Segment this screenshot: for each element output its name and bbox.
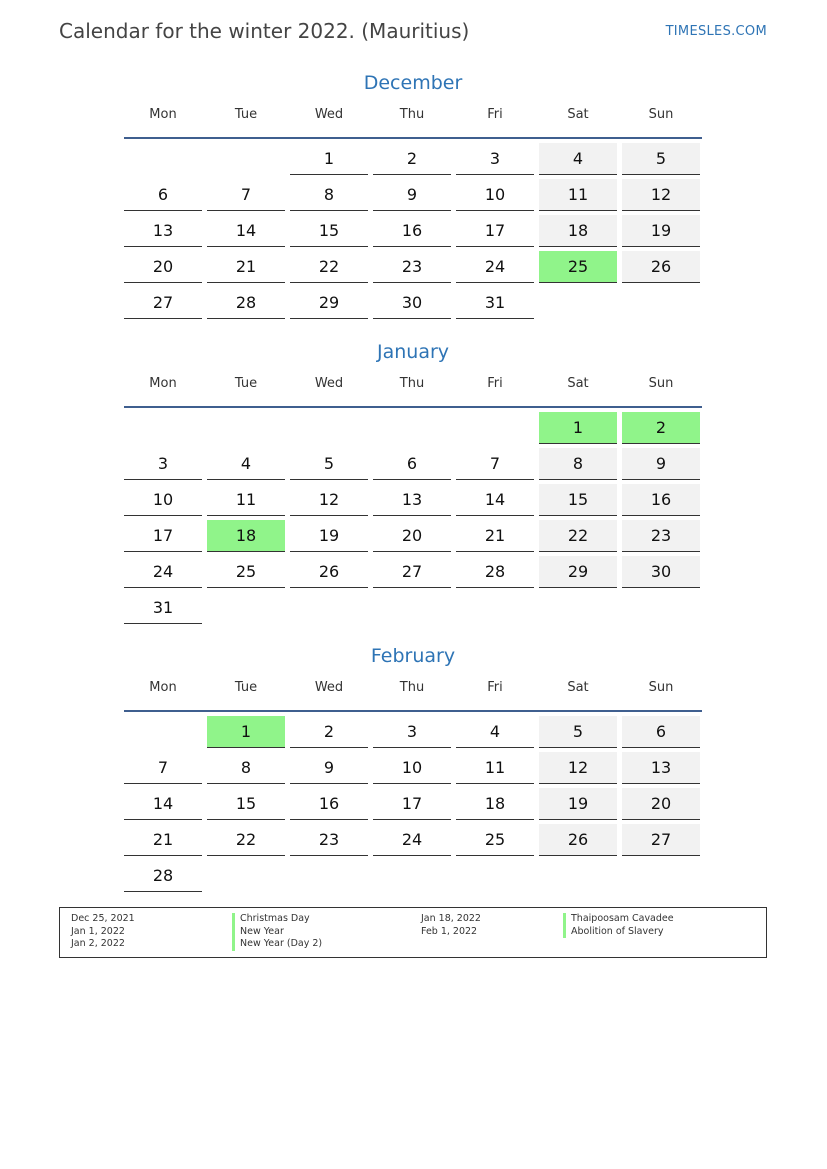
month-december xyxy=(124,69,702,323)
day-cell[interactable]: 21 xyxy=(124,824,202,856)
day-cell[interactable]: 7 xyxy=(207,179,285,211)
day-cell[interactable]: 5 xyxy=(290,448,368,480)
day-cell[interactable]: 10 xyxy=(124,484,202,516)
day-cell[interactable]: 1 xyxy=(290,143,368,175)
day-cell[interactable]: 9 xyxy=(373,179,451,211)
weekday-label: Sat xyxy=(567,107,589,122)
day-cell[interactable]: 9 xyxy=(622,448,700,480)
day-cell[interactable]: 8 xyxy=(290,179,368,211)
holiday-day-cell[interactable]: 18 xyxy=(207,520,285,552)
weekday-label: Fri xyxy=(487,107,503,122)
day-cell[interactable]: 12 xyxy=(539,752,617,784)
day-cell[interactable]: 30 xyxy=(373,287,451,319)
weekday-label: Wed xyxy=(314,680,344,695)
day-cell[interactable]: 22 xyxy=(290,251,368,283)
day-cell[interactable]: 4 xyxy=(539,143,617,175)
day-cell[interactable]: 2 xyxy=(290,716,368,748)
day-cell[interactable]: 13 xyxy=(373,484,451,516)
day-cell[interactable]: 5 xyxy=(539,716,617,748)
day-cell[interactable]: 26 xyxy=(622,251,700,283)
day-cell[interactable]: 25 xyxy=(456,824,534,856)
weekday-label: Wed xyxy=(314,107,344,122)
weekday-label: Sat xyxy=(567,680,589,695)
empty-cell xyxy=(124,716,202,748)
empty-cell xyxy=(124,412,202,444)
day-cell[interactable]: 28 xyxy=(456,556,534,588)
day-cell[interactable]: 18 xyxy=(456,788,534,820)
holiday-legend xyxy=(59,907,767,958)
legend-dates-left xyxy=(71,913,135,951)
day-cell[interactable]: 16 xyxy=(290,788,368,820)
day-cell[interactable]: 27 xyxy=(373,556,451,588)
day-cell[interactable]: 8 xyxy=(539,448,617,480)
day-cell[interactable]: 11 xyxy=(539,179,617,211)
empty-cell xyxy=(124,143,202,175)
empty-cell xyxy=(373,412,451,444)
day-cell[interactable]: 28 xyxy=(207,287,285,319)
day-cell[interactable]: 10 xyxy=(373,752,451,784)
day-cell[interactable]: 24 xyxy=(124,556,202,588)
holiday-day-cell[interactable]: 25 xyxy=(539,251,617,283)
weekday-label: Fri xyxy=(487,376,503,391)
day-cell[interactable]: 6 xyxy=(124,179,202,211)
day-cell[interactable]: 5 xyxy=(622,143,700,175)
weekday-label: Thu xyxy=(399,376,425,391)
day-cell[interactable]: 7 xyxy=(124,752,202,784)
day-cell[interactable]: 10 xyxy=(456,179,534,211)
day-cell[interactable]: 6 xyxy=(373,448,451,480)
legend-date: Dec 25, 2021 xyxy=(71,913,135,924)
holiday-day-cell[interactable]: 2 xyxy=(622,412,700,444)
day-cell[interactable]: 16 xyxy=(622,484,700,516)
day-grid xyxy=(124,139,702,323)
month-january xyxy=(124,338,702,628)
day-cell[interactable]: 11 xyxy=(207,484,285,516)
weekday-label: Tue xyxy=(234,107,258,122)
month-february xyxy=(124,642,702,896)
day-cell[interactable]: 28 xyxy=(124,860,202,892)
day-cell[interactable]: 20 xyxy=(373,520,451,552)
day-cell[interactable]: 21 xyxy=(456,520,534,552)
weekday-header xyxy=(124,670,702,712)
legend-date: Jan 1, 2022 xyxy=(71,925,125,937)
weekday-header xyxy=(124,97,702,139)
day-cell[interactable]: 27 xyxy=(622,824,700,856)
day-cell[interactable]: 25 xyxy=(207,556,285,588)
holiday-day-cell[interactable]: 1 xyxy=(539,412,617,444)
day-cell[interactable]: 3 xyxy=(373,716,451,748)
legend-date: Feb 1, 2022 xyxy=(421,925,478,937)
legend-holiday-name: Christmas Day xyxy=(232,913,322,926)
day-cell[interactable]: 13 xyxy=(124,215,202,247)
month-title: December xyxy=(363,72,463,94)
day-cell[interactable]: 23 xyxy=(622,520,700,552)
page-title: Calendar for the winter 2022. (Mauritius) xyxy=(59,19,470,43)
weekday-label: Tue xyxy=(234,376,258,391)
empty-cell xyxy=(290,412,368,444)
day-cell[interactable]: 27 xyxy=(124,287,202,319)
day-cell[interactable]: 13 xyxy=(622,752,700,784)
month-title: February xyxy=(370,645,456,667)
day-cell[interactable]: 26 xyxy=(539,824,617,856)
weekday-label: Tue xyxy=(234,680,258,695)
day-cell[interactable]: 15 xyxy=(539,484,617,516)
day-cell[interactable]: 17 xyxy=(124,520,202,552)
weekday-label: Wed xyxy=(314,376,344,391)
day-cell[interactable]: 3 xyxy=(124,448,202,480)
day-cell[interactable]: 24 xyxy=(456,251,534,283)
day-cell[interactable]: 12 xyxy=(290,484,368,516)
legend-names-right xyxy=(563,913,674,938)
legend-holiday-name: New Year (Day 2) xyxy=(232,938,322,951)
weekday-label: Mon xyxy=(149,680,177,695)
day-cell[interactable]: 31 xyxy=(456,287,534,319)
day-grid xyxy=(124,712,702,896)
day-cell[interactable]: 7 xyxy=(456,448,534,480)
day-cell[interactable]: 14 xyxy=(124,788,202,820)
day-cell[interactable]: 20 xyxy=(622,788,700,820)
day-cell[interactable]: 29 xyxy=(290,287,368,319)
empty-cell xyxy=(207,412,285,444)
day-cell[interactable]: 22 xyxy=(207,824,285,856)
day-cell[interactable]: 4 xyxy=(207,448,285,480)
day-cell[interactable]: 23 xyxy=(373,251,451,283)
day-cell[interactable]: 2 xyxy=(373,143,451,175)
legend-date: Jan 2, 2022 xyxy=(71,938,125,949)
day-cell[interactable]: 15 xyxy=(207,788,285,820)
weekday-label: Sun xyxy=(648,680,674,695)
day-cell[interactable]: 14 xyxy=(456,484,534,516)
weekday-label: Fri xyxy=(487,680,503,695)
day-cell[interactable]: 20 xyxy=(124,251,202,283)
day-cell[interactable]: 31 xyxy=(124,592,202,624)
legend-dates-right xyxy=(421,913,481,938)
day-cell[interactable]: 6 xyxy=(622,716,700,748)
day-cell[interactable]: 12 xyxy=(622,179,700,211)
day-cell[interactable]: 23 xyxy=(290,824,368,856)
legend-holiday-name: New Year xyxy=(232,926,322,939)
day-cell[interactable]: 29 xyxy=(539,556,617,588)
site-link[interactable]: TIMESLES.COM xyxy=(665,24,767,39)
day-cell[interactable]: 15 xyxy=(290,215,368,247)
weekday-label: Mon xyxy=(149,107,177,122)
day-cell[interactable]: 18 xyxy=(539,215,617,247)
day-cell[interactable]: 17 xyxy=(373,788,451,820)
day-cell[interactable]: 3 xyxy=(456,143,534,175)
day-cell[interactable]: 16 xyxy=(373,215,451,247)
day-cell[interactable]: 8 xyxy=(207,752,285,784)
day-cell[interactable]: 26 xyxy=(290,556,368,588)
weekday-label: Sat xyxy=(567,376,589,391)
month-title: January xyxy=(376,341,450,363)
empty-cell xyxy=(456,412,534,444)
day-cell[interactable]: 22 xyxy=(539,520,617,552)
day-cell[interactable]: 21 xyxy=(207,251,285,283)
weekday-label: Sun xyxy=(648,376,674,391)
day-cell[interactable]: 9 xyxy=(290,752,368,784)
day-cell[interactable]: 19 xyxy=(539,788,617,820)
day-cell[interactable]: 19 xyxy=(290,520,368,552)
day-cell[interactable]: 17 xyxy=(456,215,534,247)
legend-holiday-name: Abolition of Slavery xyxy=(563,926,674,939)
day-grid xyxy=(124,408,702,628)
weekday-header xyxy=(124,366,702,408)
weekday-label: Sun xyxy=(648,107,674,122)
legend-names-left xyxy=(232,913,322,951)
legend-date: Jan 18, 2022 xyxy=(421,913,481,924)
day-cell[interactable]: 24 xyxy=(373,824,451,856)
day-cell[interactable]: 30 xyxy=(622,556,700,588)
empty-cell xyxy=(207,143,285,175)
day-cell[interactable]: 19 xyxy=(622,215,700,247)
weekday-label: Mon xyxy=(149,376,177,391)
day-cell[interactable]: 11 xyxy=(456,752,534,784)
weekday-label: Thu xyxy=(399,680,425,695)
holiday-day-cell[interactable]: 1 xyxy=(207,716,285,748)
day-cell[interactable]: 4 xyxy=(456,716,534,748)
day-cell[interactable]: 14 xyxy=(207,215,285,247)
legend-holiday-name: Thaipoosam Cavadee xyxy=(563,913,674,926)
weekday-label: Thu xyxy=(399,107,425,122)
